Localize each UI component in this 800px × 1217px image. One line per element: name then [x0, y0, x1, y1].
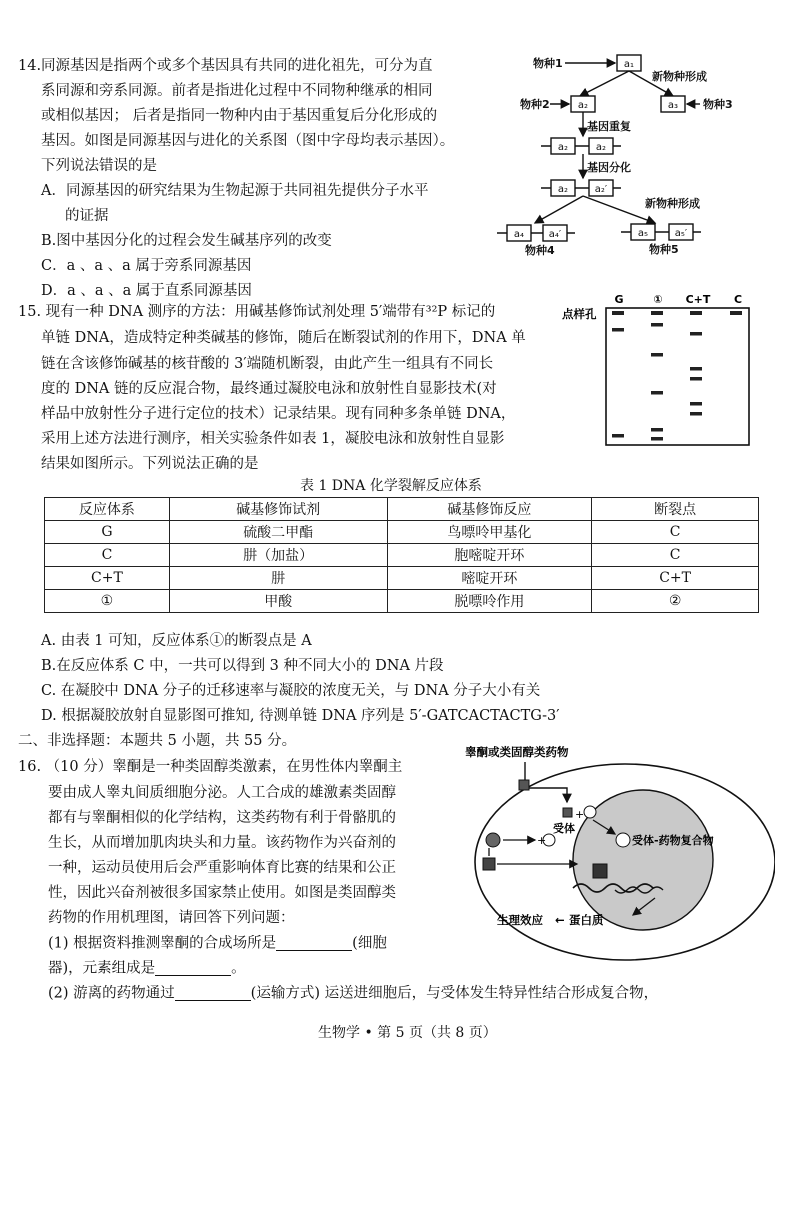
table-header: 断裂点: [592, 498, 759, 521]
table-cell: C+T: [45, 567, 170, 590]
table-cell: 肼（加盐）: [169, 544, 387, 567]
q15-line-3: 链在含该修饰碱基的核苷酸的 3′端随机断裂，由此产生一组具有不同长: [41, 356, 494, 372]
q16-line-4: 生长，从而增加肌肉块头和力量。该药物作为兴奋剂的: [48, 835, 396, 851]
gel-lane-ct: C+T: [685, 293, 711, 306]
gel-well: [651, 311, 663, 315]
q15-line-6: 采用上述方法进行测序，相关实验条件如表 1，凝胶电泳和放射性自显影: [41, 431, 505, 447]
table-header: 碱基修饰试剂: [169, 498, 387, 521]
q14-line-1: 14.同源基因是指两个或多个基因具有共同的进化祖先，可分为直: [18, 58, 433, 74]
q15-line-7: 结果如图所示。下列说法正确的是: [41, 456, 259, 472]
table-cell: 甲酸: [169, 590, 387, 613]
svg-text:+: +: [575, 808, 585, 821]
homology-diagram: [495, 50, 795, 265]
gene-a2-diff: a₂: [557, 184, 569, 195]
q14-option-a-cont: 的证据: [65, 208, 109, 224]
table-cell: C+T: [592, 567, 759, 590]
gene-a2-dup-2: a₂: [595, 142, 607, 153]
gel-well: [690, 311, 702, 315]
receptor-icon: [616, 833, 630, 847]
gel-well-label: 点样孔: [562, 307, 597, 321]
q15-line-5: 样品中放射性分子进行定位的技术）记录结果。现有同种多条单链 DNA，: [41, 406, 516, 422]
table-header: 碱基修饰反应: [387, 498, 592, 521]
q16-line-6: 性，因此兴奋剂被很多国家禁止使用。如图是类固醇类: [48, 885, 396, 901]
gel-band: [690, 412, 702, 416]
q15-line-4: 度的 DNA 链的反应混合物，最终通过凝胶电泳和放射性自显影技术(对: [41, 381, 497, 397]
table-row: [45, 521, 759, 544]
q16-sub1-line-2: [48, 961, 246, 976]
table-cell: 脱嘌呤作用: [387, 590, 592, 613]
gel-electrophoresis-figure: [560, 288, 755, 448]
gel-band: [651, 323, 663, 327]
label-new-species-1: 新物种形成: [652, 70, 707, 83]
table-cell: G: [45, 521, 170, 544]
label-new-species-2: 新物种形成: [645, 197, 700, 210]
fig-protein-label: 蛋白质: [569, 913, 604, 927]
q16-sub1-suffix: (细胞: [352, 935, 387, 952]
q15-option-c: C. 在凝胶中 DNA 分子的迁移速率与凝胶的浓度无关，与 DNA 分子大小有关: [41, 683, 541, 699]
label-species4: 物种4: [525, 244, 555, 257]
fig-drug-label: 睾酮或类固醇类药物: [465, 745, 569, 759]
label-species3: 物种3: [703, 98, 733, 111]
gene-a5-prime: a₅′: [674, 228, 688, 239]
steroid-mechanism-figure: [455, 740, 775, 965]
q14-option-c: C．a 、a 、a 属于旁系同源基因: [41, 258, 252, 274]
gel-lane-1: ①: [653, 293, 663, 306]
gel-band: [612, 434, 624, 438]
answer-blank-transport[interactable]: [175, 986, 251, 1001]
table-cell: 鸟嘌呤甲基化: [387, 521, 592, 544]
q16-line-5: 一种，运动员使用后会严重影响体育比赛的结果和公正: [48, 860, 396, 876]
gene-a4: a₄: [513, 229, 525, 240]
table-cell: 胞嘧啶开环: [387, 544, 592, 567]
q15-option-d: D. 根据凝胶放射自显影图可推知, 待测单链 DNA 序列是 5′-GATCACTACTG-3′: [41, 708, 560, 724]
q16-line-1: 16. （10 分）睾酮是一种类固醇类激素，在男性体内睾酮主: [18, 759, 403, 775]
table-cell: C: [592, 544, 759, 567]
gel-well: [730, 311, 742, 315]
complex-icon: [483, 858, 495, 870]
table-cell: 嘧啶开环: [387, 567, 592, 590]
gene-a2-prime: a₂′: [594, 184, 608, 195]
receptor-icon: [584, 806, 596, 818]
table-cell: ①: [45, 590, 170, 613]
q16-sub2-suffix: (运输方式) 运送进细胞后，与受体发生特异性结合形成复合物，: [250, 985, 659, 1002]
gene-a4-prime: a₄′: [548, 229, 562, 240]
gene-a1: a₁: [623, 59, 635, 70]
gel-band: [651, 353, 663, 357]
label-species2: 物种2: [520, 98, 550, 111]
q14-option-b: B.图中基因分化的过程会发生碱基序列的改变: [41, 233, 332, 249]
q16-sub1-end: 。: [231, 960, 246, 977]
gene-a5: a₅: [637, 228, 649, 239]
svg-text:+: +: [537, 834, 547, 847]
drug-molecule: [519, 780, 529, 790]
gene-a3: a₃: [667, 100, 679, 111]
section-heading: 二、非选择题：本题共 5 小题，共 55 分。: [18, 733, 297, 749]
q16-sub2-prompt: (2) 游离的药物通过: [48, 985, 175, 1002]
q15-line-1: 15. 现有一种 DNA 测序的方法：用碱基修饰试剂处理 5′端带有³²P 标记的: [18, 304, 496, 320]
table-cell: ②: [592, 590, 759, 613]
drug-molecule: [563, 808, 572, 817]
table-row: [45, 567, 759, 590]
fig-receptor-label: 受体: [553, 822, 575, 835]
gene-a2-dup-1: a₂: [557, 142, 569, 153]
reaction-table: [44, 497, 759, 613]
label-species1: 物种1: [533, 57, 563, 70]
gel-well: [612, 311, 624, 315]
page-footer: 生物学 • 第 5 页（共 8 页）: [318, 1025, 497, 1041]
gel-lane-g: G: [614, 293, 624, 306]
q14-line-5: 下列说法错误的是: [41, 158, 157, 174]
table-header-row: [45, 498, 759, 521]
q15-option-a: A. 由表 1 可知，反应体系①的断裂点是 A: [41, 633, 312, 649]
q16-sub1-line: [48, 936, 387, 951]
fig-complex-label: 受体-药物复合物: [632, 834, 714, 847]
table-cell: 肼: [169, 567, 387, 590]
q16-sub2-line: [48, 986, 658, 1001]
table-header: 反应体系: [45, 498, 170, 521]
q16-line-3: 都有与睾酮相似的化学结构，这类药物有利于骨骼肌的: [48, 810, 396, 826]
q14-option-d: D．a 、a 、a 属于直系同源基因: [41, 283, 252, 299]
gel-band: [690, 332, 702, 336]
q14-line-2: 系同源和旁系同源。前者是指进化过程中不同物种继承的相同: [41, 83, 433, 99]
label-species5: 物种5: [649, 243, 679, 256]
table-row: [45, 544, 759, 567]
gel-band: [612, 328, 624, 332]
q14-option-a: A．同源基因的研究结果为生物起源于共同祖先提供分子水平: [41, 183, 429, 199]
table-cell: C: [592, 521, 759, 544]
gel-band: [651, 437, 663, 441]
fig-effect-label: 生理效应: [497, 913, 543, 927]
q14-line-3: 或相似基因； 后者是指同一物种内由于基因重复后分化形成的: [41, 108, 438, 124]
q15-line-2: 单链 DNA，造成特定种类碱基的修饰，随后在断裂试剂的作用下，DNA 单: [41, 330, 526, 346]
gel-band: [690, 402, 702, 406]
complex-on-dna: [593, 864, 607, 878]
gel-lane-c: C: [733, 293, 743, 306]
q14-line-4: 基因。如图是同源基因与进化的关系图（图中字母均表示基因）。: [41, 133, 455, 149]
q16-line-7: 药物的作用机理图，请回答下列问题：: [48, 910, 295, 926]
gel-band: [690, 367, 702, 371]
label-differentiation: 基因分化: [587, 161, 631, 174]
q15-option-b: B.在反应体系 C 中，一共可以得到 3 种不同大小的 DNA 片段: [41, 658, 444, 674]
gene-a2: a₂: [577, 100, 589, 111]
label-duplication: 基因重复: [587, 120, 631, 133]
answer-blank-elements[interactable]: [155, 961, 231, 976]
fig-arrow: ←: [555, 913, 565, 927]
table-cell: 硫酸二甲酯: [169, 521, 387, 544]
gel-band: [651, 428, 663, 432]
table-row: [45, 590, 759, 613]
gel-band: [651, 391, 663, 395]
table-cell: C: [45, 544, 170, 567]
q16-line-2: 要由成人睾丸间质细胞分泌。人工合成的雄激素类固醇: [48, 785, 396, 801]
gel-band: [690, 377, 702, 381]
receptor-icon: [486, 833, 500, 847]
q16-sub1-elements-prompt: 器)，元素组成是: [48, 960, 156, 977]
table-title: 表 1 DNA 化学裂解反应体系: [300, 478, 482, 494]
answer-blank-organelle[interactable]: [276, 936, 352, 951]
q16-sub1-prompt: (1) 根据资料推测睾酮的合成场所是: [48, 935, 277, 952]
